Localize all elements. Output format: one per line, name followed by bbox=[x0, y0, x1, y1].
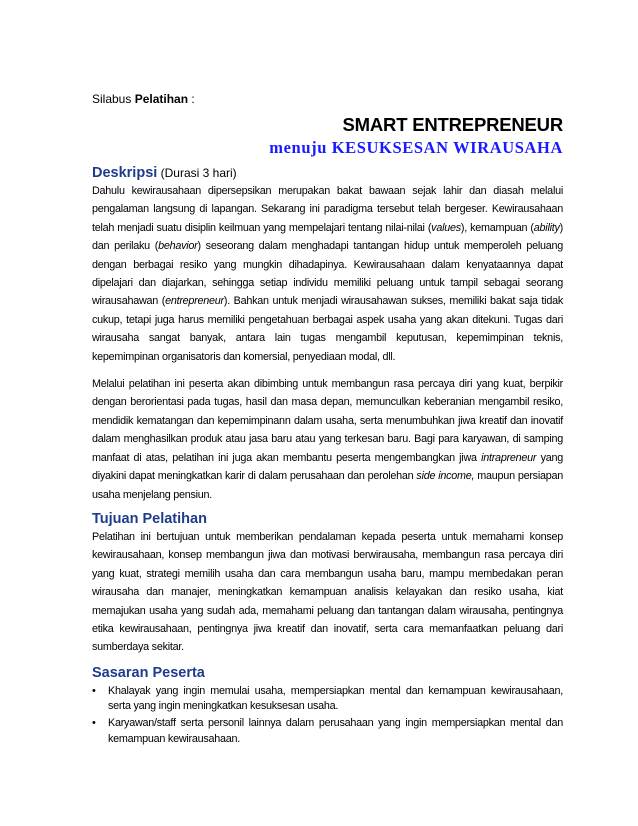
syllabus-word: Silabus bbox=[92, 92, 132, 106]
syllabus-bold-word: Pelatihan bbox=[134, 92, 189, 106]
syllabus-label bbox=[92, 92, 563, 106]
deskripsi-paragraph-1: Dahulu kewirausahaan dipersepsikan merupakan bakat bawaan sejak lahir dan diasah melalui pengalaman langsung di lapangan. Sekarang ini paradigma tersebut telah bergeser. Kewirausahaan telah menjadi suatu disiplin keilmuan yang mempelajari tentang nilai-nilai (values), kemampuan (ability) dan perilaku (behavior) seseorang dalam menghadapi tantangan hidup untuk memperoleh peluang dengan berbagai resiko yang mungkin dihadapinya. Kewirausahaan dalam kenyataannya dapat dipelajari dan diajarkan, sehingga setiap individu memiliki peluang untuk tampil sebagai seorang wirausahawan (entrepreneur). Bahkan untuk menjadi wirausahawan sukses, memiliki bakat saja tidak cukup, tetapi juga harus memiliki pengetahuan berbagai aspek usaha yang akan ditekuni. Tugas dari wirausaha sangat banyak, antara lain tugas mengambil keputusan, kepemimpinan teknis, kepemimpinan organisatoris dan komersial, penyediaan modal, dll. bbox=[92, 185, 564, 363]
subtitle: menuju KESUKSESAN WIRAUSAHA bbox=[269, 138, 563, 157]
italic-term: side income, bbox=[416, 470, 475, 483]
list-item: • Karyawan/staff serta personil lainnya dalam perusahaan yang ingin mempersiapkan mental dan kemampuan kewirausahaan. bbox=[92, 717, 563, 745]
syllabus-colon: : bbox=[188, 92, 195, 106]
bullet-icon: • bbox=[92, 684, 96, 697]
sasaran-list bbox=[92, 684, 563, 747]
bullet-icon: • bbox=[92, 717, 96, 730]
italic-term: intrapreneur bbox=[481, 451, 537, 464]
italic-term: values bbox=[431, 221, 461, 234]
main-title: SMART ENTREPRENEUR bbox=[342, 114, 563, 135]
section-heading-tujuan: Tujuan Pelatihan bbox=[92, 510, 207, 527]
duration-note: (Durasi 3 hari) bbox=[157, 166, 237, 180]
italic-term: behavior bbox=[158, 240, 198, 253]
deskripsi-paragraph-2: Melalui pelatihan ini peserta akan dibimbing untuk membangun rasa percaya diri yang kuat, berpikir dengan berorientasi pada tugas, hasil dan masa depan, memunculkan keberanian mengambil resiko, mendidik kematangan dan kepemimpinann dalam usaha, serta menumbuhkan jiwa kreatif dan inovatif dalam menghasilkan produk atau jasa baru atau yang terkesan baru. Bagi para karyawan, di samping manfaat di atas, pelatihan ini juga akan membantu peserta mengembangkan jiwa intrapreneur yang diyakini dapat meningkatkan karir di dalam perusahaan dan perolehan side income, maupun persiapan usaha menjelang pensiun. bbox=[92, 378, 563, 501]
document-page bbox=[92, 92, 563, 749]
list-item: • Khalayak yang ingin memulai usaha, mempersiapkan mental dan kemampuan kewirausahaan, serta yang ingin meningkatkan kesuksesan usaha. bbox=[92, 684, 563, 713]
deskripsi-heading-text: Deskripsi bbox=[92, 165, 158, 181]
section-heading-sasaran: Sasaran Peserta bbox=[92, 664, 205, 681]
tujuan-paragraph: Pelatihan ini bertujuan untuk memberikan pendalaman kepada peserta untuk memahami konsep kewirausahaan, konsep membangun jiwa dan motivasi berwirausaha, membangun rasa percaya diri yang kuat, strategi memilih usaha dan cara membangun usaha baru, mampu membedakan peran wirausaha dan manajer, meningkatkan kemampuan analisis kelayakan dan resiko usaha, kiat memajukan usaha yang sudah ada, memahami peluang dan tantangan dalam wirausaha, pentingnya etika kewirausahaan, pentingnya jiwa kreatif dan inovatif, serta cara memanfaatkan peluang dari sumberdaya sekitar. bbox=[92, 530, 563, 654]
italic-term: entrepreneur bbox=[165, 295, 224, 308]
italic-term: ability bbox=[533, 221, 560, 234]
section-heading-deskripsi bbox=[92, 164, 563, 182]
